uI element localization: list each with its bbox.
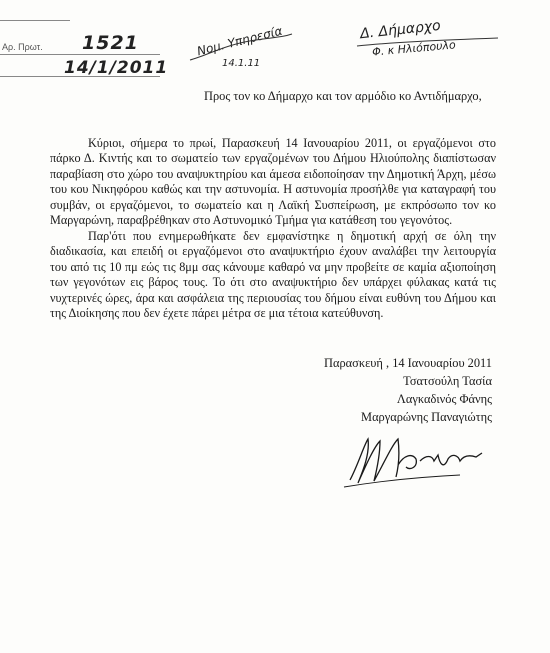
- stamp-line: [0, 20, 70, 21]
- handwritten-note-date: 14.1.11: [222, 58, 261, 69]
- addressee-line: Προς τον κο Δήμαρχο και τον αρμόδιο κο Αντιδήμαρχο,: [204, 89, 482, 103]
- handwritten-note-mayor: Δ. Δήμαρχο: [359, 17, 442, 43]
- letter-paragraph-2: Παρ'ότι που ενημερωθήκατε δεν εμφανίστηκε η δημοτική αρχή σε όλη την διαδικασία, και επειδή οι εργαζόμενοι στο αναψυκτήριο έχουν αναλάβει την λειτουργία του από τις 10 πμ εώς τις 8μμ σας κάνουμε καθαρό να μην προβείτε σε καμία αξιοποίηση των γεγονότων εις βάρος τους. Το ότι στο αναψυκτήριο δεν υπάρχει φύλακας κατά τις νυχτερινές ώρες, άρα και ασφάλεια της περιουσίας του δήμου είναι ευθύνη του Δήμου και της Διοίκησης που δεν έχετε πάρει μέτρα σε μια τέτοια κατεύθυνση.: [50, 229, 496, 321]
- stamp-protocol-label: Αρ. Πρωτ.: [2, 42, 43, 52]
- closing-block: [324, 354, 492, 426]
- letter-paragraph-1: Κύριοι, σήμερα το πρωί, Παρασκευή 14 Ιανουαρίου 2011, οι εργαζόμενοι στο πάρκο Δ. Κιντής και το σωματείο των εργαζομένων του Δήμου Ηλιούπολης διαπίστωσαν παραβίαση στο χώρο του αναψυκτηρίου και άμεσα ειδοποίησαν την Δημοτική Άρχη, μέσω του κου Νικηφόρου καθώς και την αστυνομία. Η αστυνομία προσήλθε για καταγραφή του συμβάν, οι εργαζόμενοι, το σωματείο και η Λαϊκή Συσπείρωση, με εκπρόσωπο τον κο Μαργαρώνη, παραβρέθηκαν στο Αστυνομικό Τμήμα για κατάθεση του γεγονότος.: [50, 136, 496, 228]
- stamp-protocol-number: 1521: [82, 32, 139, 54]
- handwritten-note-forward: Φ. κ Ηλιόπουλο: [371, 38, 457, 59]
- handwritten-signature-icon: [340, 425, 490, 495]
- signatory-name: Μαργαρώνης Παναγιώτης: [361, 410, 492, 424]
- handwritten-underline-icon: [355, 36, 500, 50]
- closing-date: Παρασκευή , 14 Ιανουαρίου 2011: [324, 356, 492, 370]
- signatory-name: Λαγκαδινός Φάνης: [396, 392, 492, 406]
- signatory-name: Τσατσούλη Τασία: [403, 374, 492, 388]
- stamp-line: [0, 54, 160, 55]
- handwritten-strike-icon: [186, 30, 296, 70]
- stamp-date: 14/1/2011: [64, 58, 169, 78]
- handwritten-note-legal: Νομ. Υπηρεσία: [195, 23, 284, 59]
- protocol-stamp: [0, 14, 170, 84]
